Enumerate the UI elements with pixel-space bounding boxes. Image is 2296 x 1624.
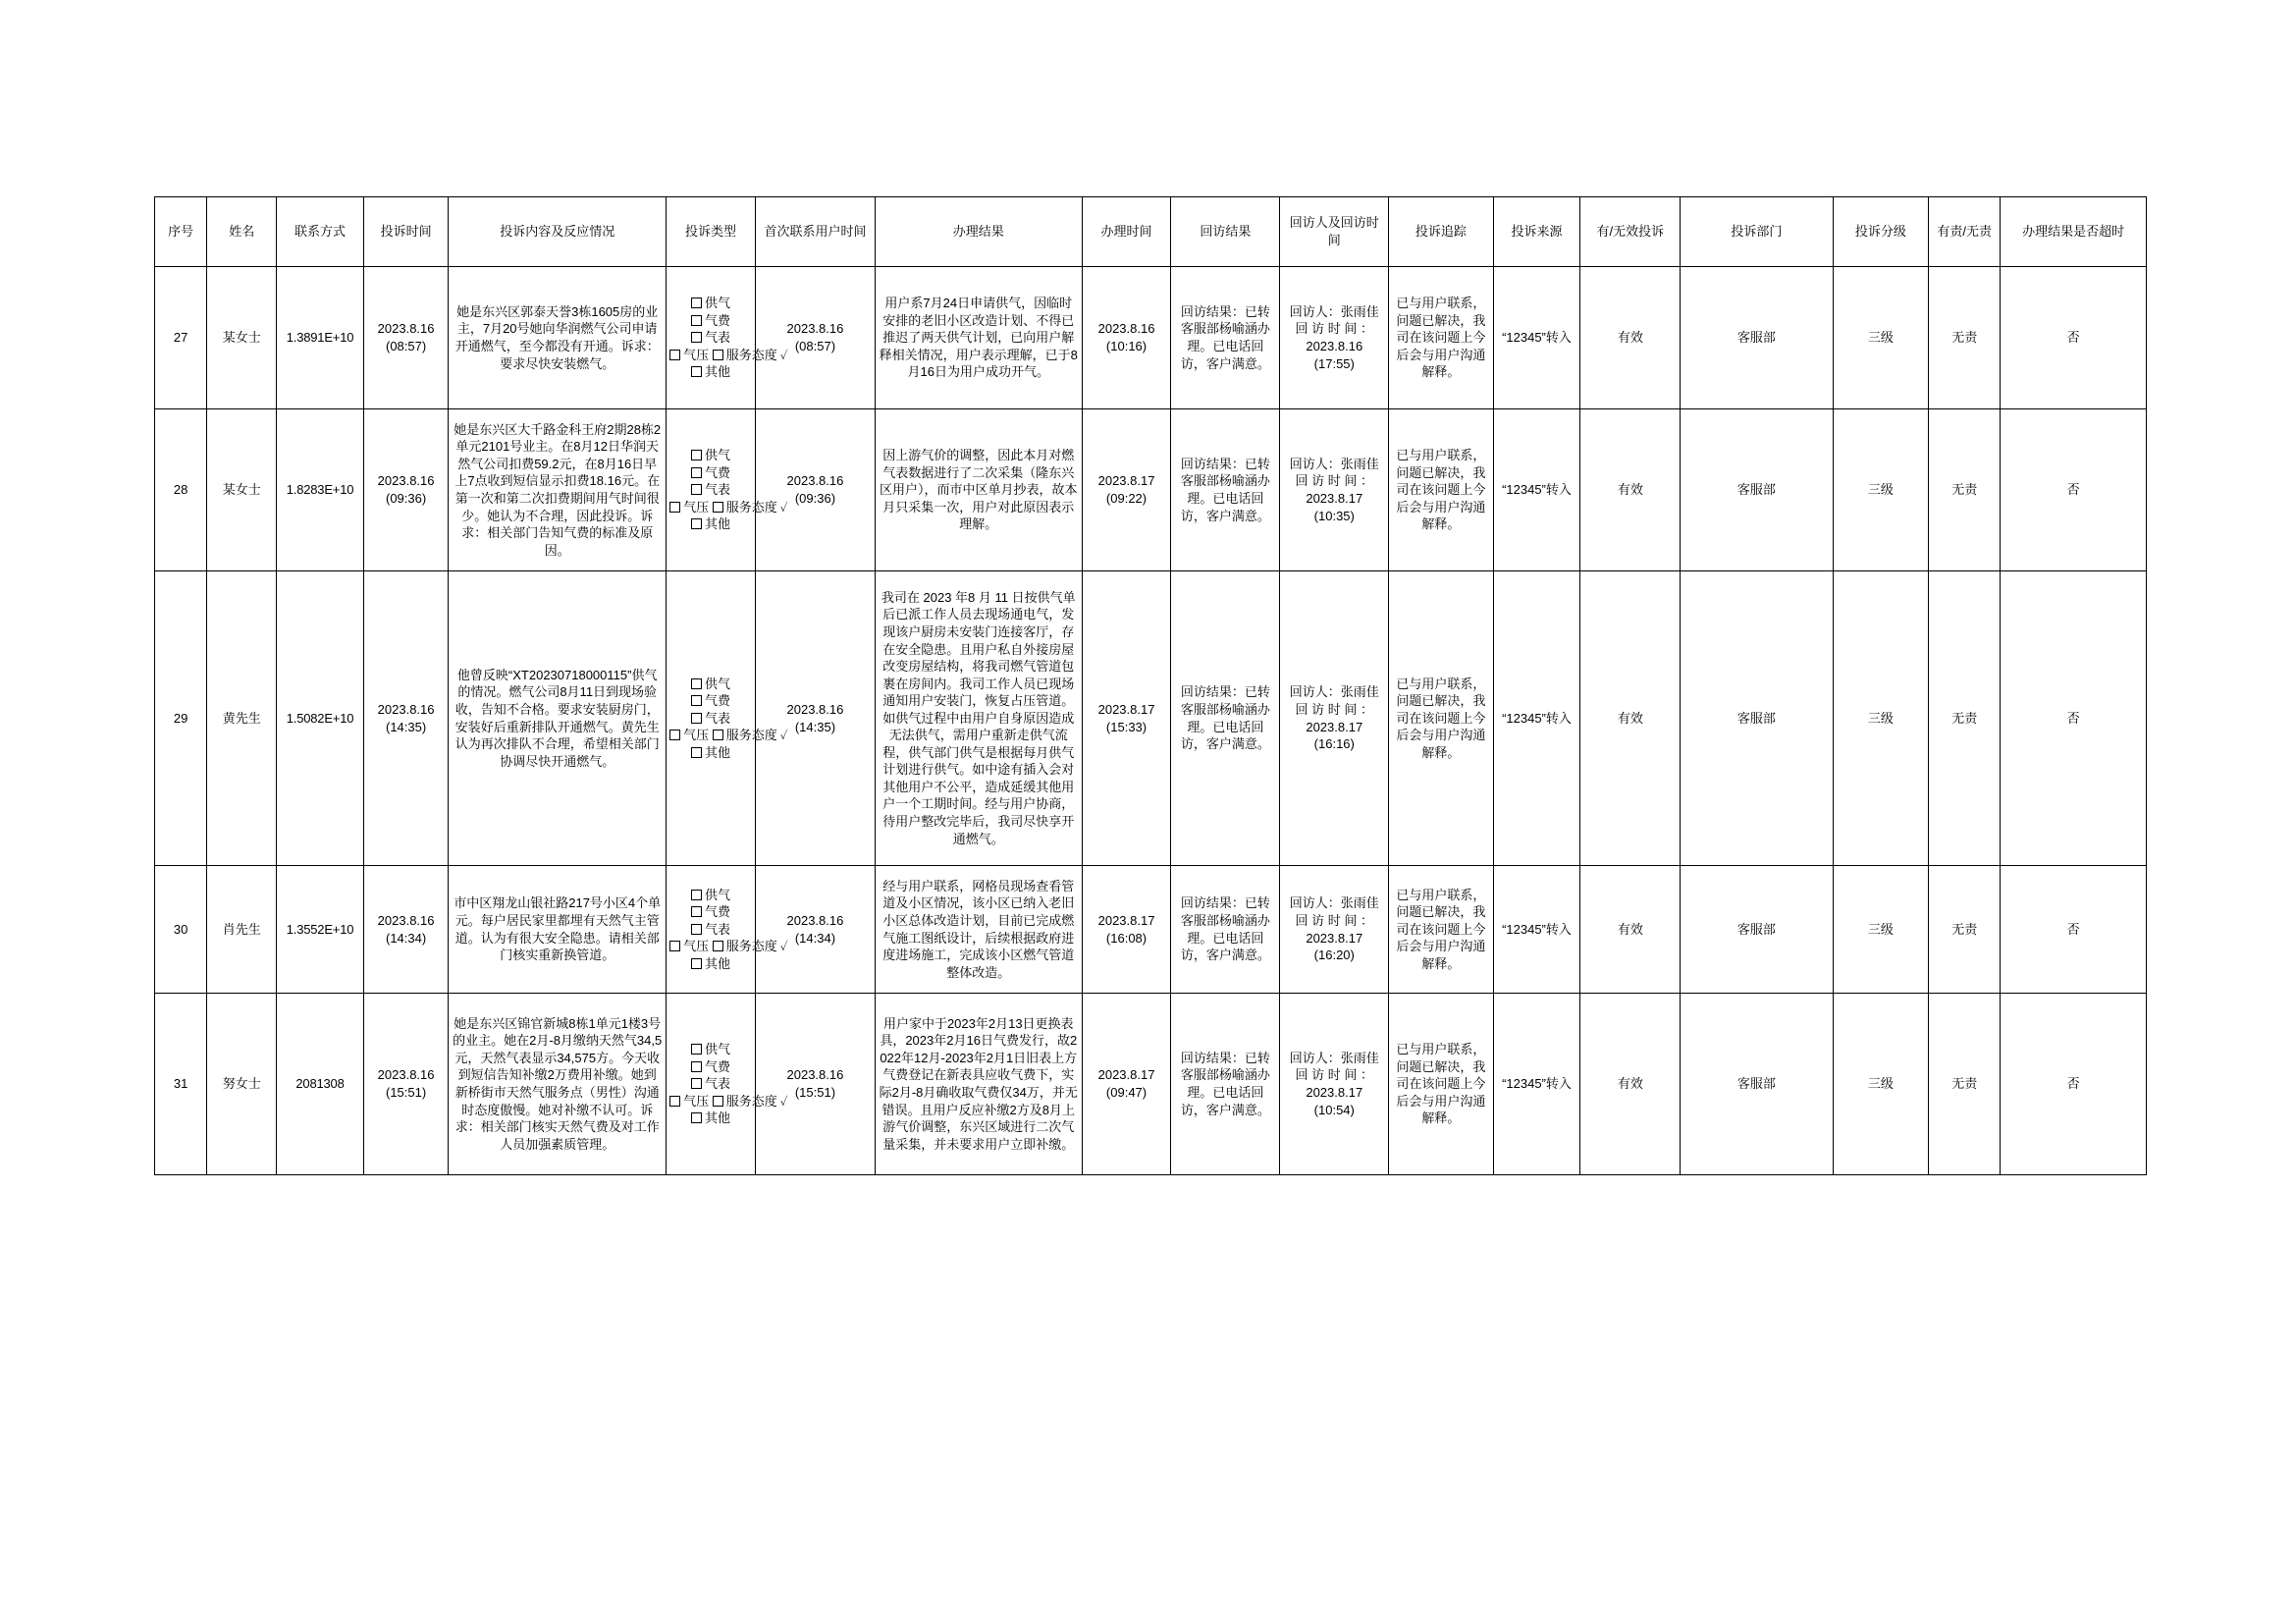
row-department: 客服部 <box>1681 409 1833 571</box>
row-validity: 有效 <box>1580 409 1681 571</box>
table-row <box>155 409 2147 571</box>
row-content: 他曾反映“XT20230718000115”供气的情况。燃气公司8月11日到现场验收，告知不合格。要求安装厨房门，安装好后重新排队开通燃气。黄先生认为再次排队不合理，希望相关部门协调尽快开通燃气。 <box>449 571 667 866</box>
complaint-type-label: 气费 <box>705 904 731 920</box>
header-liability: 有责/无责 <box>1929 197 2001 267</box>
row-index: 29 <box>155 571 207 866</box>
checkbox-icon[interactable] <box>691 467 702 478</box>
row-liability: 无责 <box>1929 409 2001 571</box>
checkbox-icon[interactable] <box>691 1044 702 1055</box>
row-level: 三级 <box>1833 409 1929 571</box>
complaint-type-option-1[interactable] <box>691 1042 730 1056</box>
complaint-type-option-4[interactable] <box>669 939 709 953</box>
checkbox-icon[interactable] <box>691 958 702 969</box>
complaint-type-label: 气费 <box>705 1058 731 1074</box>
row-complaint-time: 2023.8.16 (15:51) <box>363 994 448 1175</box>
complaint-type-label: 气费 <box>705 464 731 480</box>
row-content: 她是东兴区郭泰天誉3栋1605房的业主，7月20号她向华润燃气公司申请开通燃气，至今都没有开通。诉求：要求尽快安装燃气。 <box>449 267 667 409</box>
row-validity: 有效 <box>1580 571 1681 866</box>
table-row <box>155 571 2147 866</box>
checkbox-icon[interactable] <box>713 941 723 951</box>
row-content: 她是东兴区大千路金科王府2期28栋2单元2101号业主。在8月12日华润天然气公司扣费59.2元，在8月16日早上7点收到短信显示扣费18.16元。在第一次和第二次扣费期间用气时间很少。她认为不合理，因此投诉。诉求：相关部门告知气费的标准及原因。 <box>449 409 667 571</box>
checkbox-icon[interactable] <box>713 730 723 740</box>
row-result: 经与用户联系，网格员现场查看管道及小区情况，该小区已纳入老旧小区总体改造计划，目前已完成燃气施工图纸设计，后续根据政府进度进场施工，完成该小区燃气管道整体改造。 <box>875 866 1082 994</box>
checkbox-icon[interactable] <box>691 484 702 495</box>
checkbox-icon[interactable] <box>691 890 702 900</box>
row-name: 某女士 <box>207 409 277 571</box>
row-tracking: 已与用户联系，问题已解决，我司在该问题上今后会与用户沟通解释。 <box>1389 267 1493 409</box>
header-tracking: 投诉追踪 <box>1389 197 1493 267</box>
checkbox-icon[interactable] <box>691 1112 702 1123</box>
row-validity: 有效 <box>1580 994 1681 1175</box>
complaint-type-option-5[interactable] <box>713 348 789 362</box>
checkbox-icon[interactable] <box>691 1061 702 1072</box>
complaint-type-option-1[interactable] <box>691 677 730 691</box>
complaint-table <box>154 196 2147 1175</box>
complaint-type-option-4[interactable] <box>669 728 709 742</box>
row-first-contact: 2023.8.16 (14:35) <box>755 571 875 866</box>
row-overtime: 否 <box>2001 571 2147 866</box>
complaint-type-label: 供气 <box>705 887 731 902</box>
complaint-type-option-2[interactable] <box>691 904 730 919</box>
complaint-type-label: 气表 <box>705 710 731 726</box>
complaint-type-option-3[interactable] <box>691 711 730 726</box>
header-level: 投诉分级 <box>1833 197 1929 267</box>
row-first-contact: 2023.8.16 (14:34) <box>755 866 875 994</box>
checkbox-icon[interactable] <box>691 450 702 460</box>
complaint-type-option-6[interactable] <box>691 1110 730 1125</box>
complaint-type-label: 其他 <box>705 744 731 760</box>
row-content: 她是东兴区锦官新城8栋1单元1楼3号的业主。她在2月-8月缴纳天然气34,5元，天然气表显示34,575方。今天收到短信告知补缴2万费用补缴。她到新桥街市天然气服务点（男性）沟通时态度傲慢。她对补缴不认可。诉求：相关部门核实天然气费及对工作人员加强素质管理。 <box>449 994 667 1175</box>
complaint-type-label: 气表 <box>705 921 731 937</box>
complaint-type-option-5[interactable] <box>713 728 789 742</box>
checkbox-icon[interactable] <box>669 1096 680 1107</box>
row-liability: 无责 <box>1929 267 2001 409</box>
row-tracking: 已与用户联系，问题已解决，我司在该问题上今后会与用户沟通解释。 <box>1389 571 1493 866</box>
complaint-type-option-6[interactable] <box>691 516 730 531</box>
row-handle-time: 2023.8.16 (10:16) <box>1082 267 1171 409</box>
complaint-type-option-1[interactable] <box>691 448 730 462</box>
complaint-type-option-3[interactable] <box>691 1076 730 1091</box>
row-first-contact: 2023.8.16 (15:51) <box>755 994 875 1175</box>
checkbox-icon[interactable] <box>691 678 702 689</box>
complaint-type-label: 服务态度 <box>725 728 777 743</box>
check-mark-icon: ✓ <box>779 1094 788 1109</box>
complaint-type-label: 气表 <box>705 1076 731 1092</box>
row-visit-result: 回访结果：已转客服部杨喻涵办理。已电话回访，客户满意。 <box>1171 866 1280 994</box>
complaint-type-label: 其他 <box>705 516 731 532</box>
row-liability: 无责 <box>1929 866 2001 994</box>
row-result: 我司在 2023 年8 月 11 日按供气单后已派工作人员去现场通电气，发现该户厨房未安装门连接客厅，存在安全隐患。且用户私自外接房屋改变房屋结构，将我司燃气管道包裹在房间内。我司工作人员已现场通知用户安装门，恢复占压管道。如供气过程中由用户自身原因造成无法供气，需用户重新走供气流程，供气部门供气是根据每月供气计划进行供气。如中途有插入会对其他用户不公平，造成延缓其他用户一个工期时间。经与用户协商，待用户整改完毕后，我司尽快享开通燃气。 <box>875 571 1082 866</box>
complaint-type-label: 供气 <box>705 296 731 311</box>
header-index: 序号 <box>155 197 207 267</box>
checkbox-icon[interactable] <box>691 695 702 706</box>
check-mark-icon: ✓ <box>779 940 788 954</box>
row-phone: 1.8283E+10 <box>277 409 364 571</box>
row-handle-time: 2023.8.17 (09:22) <box>1082 409 1171 571</box>
complaint-type-label: 服务态度 <box>725 1093 777 1109</box>
row-tracking: 已与用户联系，问题已解决，我司在该问题上今后会与用户沟通解释。 <box>1389 409 1493 571</box>
row-tracking: 已与用户联系，问题已解决，我司在该问题上今后会与用户沟通解释。 <box>1389 866 1493 994</box>
checkbox-icon[interactable] <box>691 315 702 326</box>
complaint-type-option-5[interactable] <box>713 1094 789 1109</box>
row-visitor: 回访人：张雨佳 回 访 时 间 ： 2023.8.17 (10:35) <box>1280 409 1389 571</box>
complaint-type-option-2[interactable] <box>691 465 730 480</box>
table-row <box>155 994 2147 1175</box>
row-result: 因上游气价的调整，因此本月对燃气表数据进行了二次采集（隆东兴区用户），而市中区单月抄表，故本月只采集一次，用户对此原因表示理解。 <box>875 409 1082 571</box>
checkbox-icon[interactable] <box>691 1078 702 1089</box>
row-source: “12345”转入 <box>1493 571 1580 866</box>
header-handle-time: 办理时间 <box>1082 197 1171 267</box>
complaint-type-option-5[interactable] <box>713 500 789 514</box>
table-header-row <box>155 197 2147 267</box>
row-visitor: 回访人：张雨佳 回 访 时 间 ： 2023.8.17 (16:16) <box>1280 571 1389 866</box>
complaint-type-option-4[interactable] <box>669 500 709 514</box>
table-row <box>155 267 2147 409</box>
row-validity: 有效 <box>1580 267 1681 409</box>
row-visit-result: 回访结果：已转客服部杨喻涵办理。已电话回访，客户满意。 <box>1171 267 1280 409</box>
row-index: 30 <box>155 866 207 994</box>
row-department: 客服部 <box>1681 267 1833 409</box>
complaint-type-label: 气压 <box>683 1093 710 1109</box>
complaint-type-label: 其他 <box>705 955 731 971</box>
row-source: “12345”转入 <box>1493 994 1580 1175</box>
complaint-type-label: 服务态度 <box>725 347 777 362</box>
row-department: 客服部 <box>1681 866 1833 994</box>
complaint-type-label: 气压 <box>683 939 710 954</box>
row-liability: 无责 <box>1929 571 2001 866</box>
row-level: 三级 <box>1833 571 1929 866</box>
row-complaint-type[interactable] <box>667 409 788 571</box>
row-result: 用户系7月24日申请供气，因临时安排的老旧小区改造计划、不得已推迟了两天供气计划，已向用户解释相关情况，用户表示理解，已于8月16日为用户成功开气。 <box>875 267 1082 409</box>
header-name: 姓名 <box>207 197 277 267</box>
header-complaint-time: 投诉时间 <box>363 197 448 267</box>
checkbox-icon[interactable] <box>669 350 680 360</box>
row-index: 27 <box>155 267 207 409</box>
checkbox-icon[interactable] <box>713 502 723 513</box>
table-row <box>155 866 2147 994</box>
row-source: “12345”转入 <box>1493 866 1580 994</box>
row-complaint-time: 2023.8.16 (09:36) <box>363 409 448 571</box>
row-department: 客服部 <box>1681 571 1833 866</box>
checkbox-icon[interactable] <box>691 298 702 308</box>
checkbox-icon[interactable] <box>691 332 702 343</box>
header-visit-result: 回访结果 <box>1171 197 1280 267</box>
row-complaint-time: 2023.8.16 (14:35) <box>363 571 448 866</box>
complaint-type-label: 气表 <box>705 482 731 498</box>
complaint-type-label: 供气 <box>705 448 731 463</box>
row-handle-time: 2023.8.17 (16:08) <box>1082 866 1171 994</box>
row-handle-time: 2023.8.17 (15:33) <box>1082 571 1171 866</box>
check-mark-icon: ✓ <box>779 500 788 514</box>
row-source: “12345”转入 <box>1493 267 1580 409</box>
complaint-type-label: 其他 <box>705 364 731 380</box>
row-overtime: 否 <box>2001 267 2147 409</box>
row-overtime: 否 <box>2001 409 2147 571</box>
complaint-type-option-3[interactable] <box>691 330 730 345</box>
complaint-type-label: 气压 <box>683 499 710 514</box>
checkbox-icon[interactable] <box>669 730 680 740</box>
complaint-type-option-3[interactable] <box>691 482 730 497</box>
complaint-type-label: 气压 <box>683 728 710 743</box>
row-name: 某女士 <box>207 267 277 409</box>
checkbox-icon[interactable] <box>669 941 680 951</box>
complaint-type-label: 气费 <box>705 312 731 328</box>
table-body <box>155 267 2147 1175</box>
complaint-type-label: 气费 <box>705 693 731 709</box>
complaint-type-label: 供气 <box>705 1042 731 1057</box>
row-phone: 1.5082E+10 <box>277 571 364 866</box>
row-content: 市中区翔龙山银社路217号小区4个单元。每户居民家里都埋有天然气主管道。认为有很大安全隐患。请相关部门核实重新换管道。 <box>449 866 667 994</box>
checkbox-icon[interactable] <box>713 1096 723 1107</box>
row-visit-result: 回访结果：已转客服部杨喻涵办理。已电话回访，客户满意。 <box>1171 994 1280 1175</box>
row-complaint-type[interactable] <box>667 571 788 866</box>
row-visit-result: 回访结果：已转客服部杨喻涵办理。已电话回访，客户满意。 <box>1171 571 1280 866</box>
check-mark-icon: ✓ <box>779 729 788 743</box>
complaint-type-option-1[interactable] <box>691 296 730 310</box>
row-index: 31 <box>155 994 207 1175</box>
checkbox-icon[interactable] <box>691 366 702 377</box>
complaint-type-option-4[interactable] <box>669 1094 709 1109</box>
header-validity: 有/无效投诉 <box>1580 197 1681 267</box>
header-source: 投诉来源 <box>1493 197 1580 267</box>
header-overtime: 办理结果是否超时 <box>2001 197 2147 267</box>
checkbox-icon[interactable] <box>691 518 702 529</box>
complaint-type-option-2[interactable] <box>691 1059 730 1074</box>
complaint-type-label: 供气 <box>705 676 731 691</box>
complaint-type-option-2[interactable] <box>691 693 730 708</box>
complaint-record-sheet <box>154 196 2147 1175</box>
checkbox-icon[interactable] <box>691 906 702 917</box>
complaint-type-option-6[interactable] <box>691 745 730 760</box>
row-visitor: 回访人：张雨佳 回 访 时 间 ： 2023.8.17 (10:54) <box>1280 994 1389 1175</box>
row-first-contact: 2023.8.16 (09:36) <box>755 409 875 571</box>
complaint-type-option-3[interactable] <box>691 922 730 937</box>
complaint-type-option-4[interactable] <box>669 348 709 362</box>
row-overtime: 否 <box>2001 994 2147 1175</box>
row-phone: 1.3552E+10 <box>277 866 364 994</box>
complaint-type-label: 气表 <box>705 330 731 346</box>
check-mark-icon: ✓ <box>779 348 788 362</box>
row-phone: 2081308 <box>277 994 364 1175</box>
row-level: 三级 <box>1833 267 1929 409</box>
row-name: 努女士 <box>207 994 277 1175</box>
row-tracking: 已与用户联系，问题已解决，我司在该问题上今后会与用户沟通解释。 <box>1389 994 1493 1175</box>
row-complaint-type[interactable] <box>667 866 788 994</box>
row-overtime: 否 <box>2001 866 2147 994</box>
header-first-contact: 首次联系用户时间 <box>755 197 875 267</box>
complaint-type-label: 服务态度 <box>725 499 777 514</box>
row-name: 肖先生 <box>207 866 277 994</box>
checkbox-icon[interactable] <box>691 924 702 935</box>
row-level: 三级 <box>1833 994 1929 1175</box>
row-phone: 1.3891E+10 <box>277 267 364 409</box>
checkbox-icon[interactable] <box>691 747 702 758</box>
row-level: 三级 <box>1833 866 1929 994</box>
header-result: 办理结果 <box>875 197 1082 267</box>
row-name: 黄先生 <box>207 571 277 866</box>
complaint-type-option-1[interactable] <box>691 888 730 902</box>
row-validity: 有效 <box>1580 866 1681 994</box>
row-result: 用户家中于2023年2月13日更换表具，2023年2月16日气费发行，故2022年12月-2023年2月1日旧表上方气费登记在新表具应收气费下，实际2月-8月确收取气费仅34万，并无错误。且用户反应补缴2方及8月上游气价调整，东兴区域进行二次气量采集，并未要求用户立即补缴。 <box>875 994 1082 1175</box>
header-visitor: 回访人及回访时间 <box>1280 197 1389 267</box>
row-visit-result: 回访结果：已转客服部杨喻涵办理。已电话回访，客户满意。 <box>1171 409 1280 571</box>
complaint-type-option-2[interactable] <box>691 313 730 328</box>
complaint-type-option-6[interactable] <box>691 956 730 971</box>
complaint-type-option-5[interactable] <box>713 939 789 953</box>
row-index: 28 <box>155 409 207 571</box>
row-liability: 无责 <box>1929 994 2001 1175</box>
row-handle-time: 2023.8.17 (09:47) <box>1082 994 1171 1175</box>
row-complaint-time: 2023.8.16 (14:34) <box>363 866 448 994</box>
row-visitor: 回访人：张雨佳 回 访 时 间 ： 2023.8.16 (17:55) <box>1280 267 1389 409</box>
row-complaint-time: 2023.8.16 (08:57) <box>363 267 448 409</box>
checkbox-icon[interactable] <box>691 713 702 724</box>
header-content: 投诉内容及反应情况 <box>449 197 667 267</box>
complaint-type-label: 其他 <box>705 1110 731 1126</box>
complaint-type-option-6[interactable] <box>691 364 730 379</box>
checkbox-icon[interactable] <box>713 350 723 360</box>
row-complaint-type[interactable] <box>667 994 788 1175</box>
checkbox-icon[interactable] <box>669 502 680 513</box>
header-type: 投诉类型 <box>667 197 756 267</box>
row-source: “12345”转入 <box>1493 409 1580 571</box>
header-department: 投诉部门 <box>1681 197 1833 267</box>
complaint-type-label: 服务态度 <box>725 939 777 954</box>
complaint-type-label: 气压 <box>683 347 710 362</box>
row-complaint-type[interactable] <box>667 267 788 409</box>
header-phone: 联系方式 <box>277 197 364 267</box>
row-department: 客服部 <box>1681 994 1833 1175</box>
row-visitor: 回访人：张雨佳 回 访 时 间 ： 2023.8.17 (16:20) <box>1280 866 1389 994</box>
row-first-contact: 2023.8.16 (08:57) <box>755 267 875 409</box>
